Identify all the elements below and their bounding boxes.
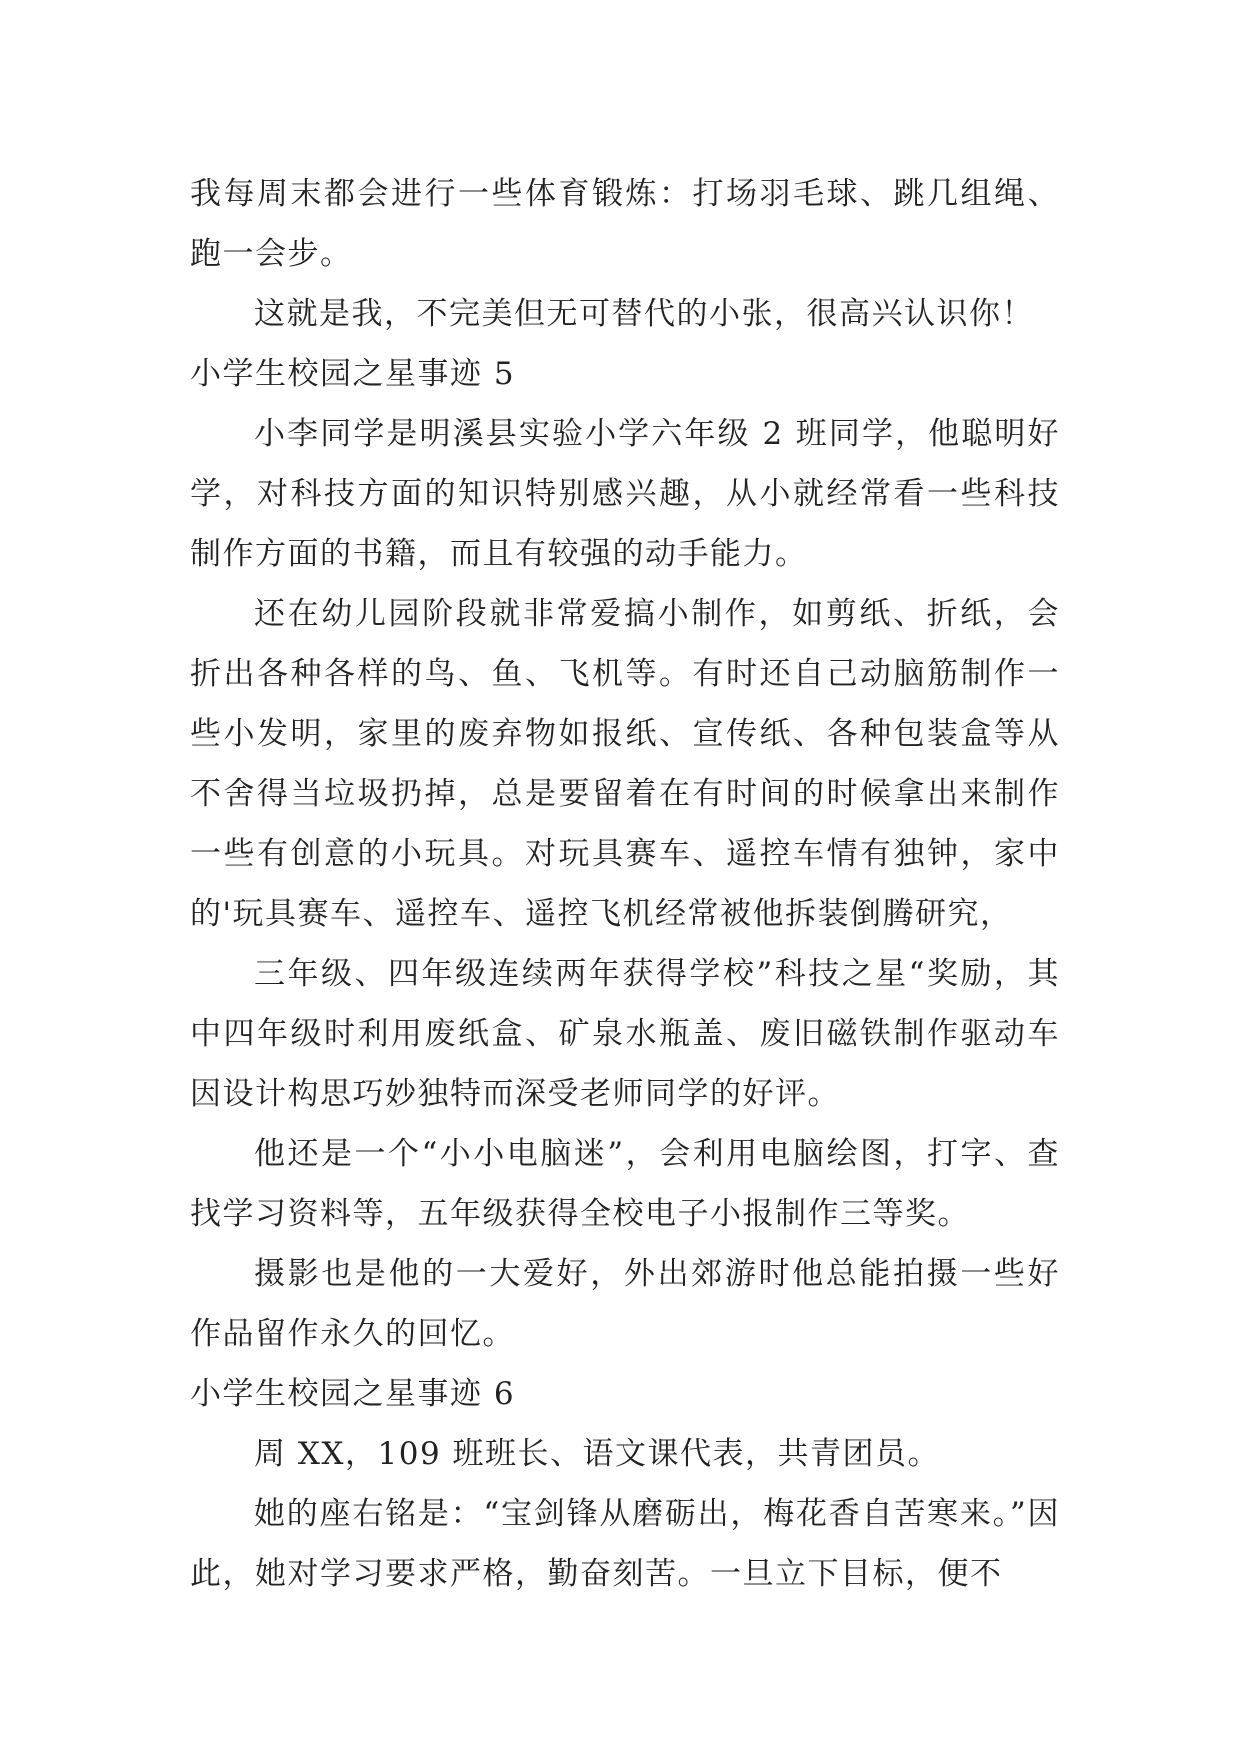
paragraph-student-intro: 小李同学是明溪县实验小学六年级 2 班同学，他聪明好学，对科技方面的知识特别感兴趣，从小就经常看一些科技制作方面的书籍，而且有较强的动手能力。 [190,416,1060,572]
paragraph-photography: 摄影也是他的一大爱好，外出郊游时他总能拍摄一些好作品留作永久的回忆。 [190,1256,1060,1352]
paragraph-exercise: 我每周末都会进行一些体育锻炼：打场羽毛球、跳几组绳、跑一会步。 [190,176,1060,272]
paragraph-science-star-award: 三年级、四年级连续两年获得学校”科技之星“奖励，其中四年级时利用废纸盒、矿泉水瓶盖、废旧磁铁制作驱动车因设计构思巧妙独特而深受老师同学的好评。 [190,956,1060,1112]
paragraph-computer-fan: 他还是一个“小小电脑迷”，会利用电脑绘图，打字、查找学习资料等，五年级获得全校电子小报制作三等奖。 [190,1136,1060,1232]
paragraph-introduction-closing: 这就是我，不完美但无可替代的小张，很高兴认识你！ [254,296,1034,332]
document-body [190,164,1060,1604]
paragraph-motto: 她的座右铭是：“宝剑锋从磨砺出，梅花香自苦寒来。”因此，她对学习要求严格，勤奋刻苦。一旦立下目标，便不 [190,1496,1060,1592]
section-heading-5: 小学生校园之星事迹 5 [190,356,516,392]
section-heading-6: 小学生校园之星事迹 6 [190,1376,516,1412]
paragraph-class-monitor: 周 XX，109 班班长、语文课代表，共青团员。 [254,1436,941,1472]
paragraph-kindergarten-crafts: 还在幼儿园阶段就非常爱搞小制作，如剪纸、折纸，会折出各种各样的鸟、鱼、飞机等。有时还自己动脑筋制作一些小发明，家里的废弃物如报纸、宣传纸、各种包装盒等从不舍得当垃圾扔掉，总是要留着在有时间的时候拿出来制作一些有创意的小玩具。对玩具赛车、遥控车情有独钟，家中的'玩具赛车、遥控车、遥控飞机经常被他拆装倒腾研究， [190,596,1060,932]
